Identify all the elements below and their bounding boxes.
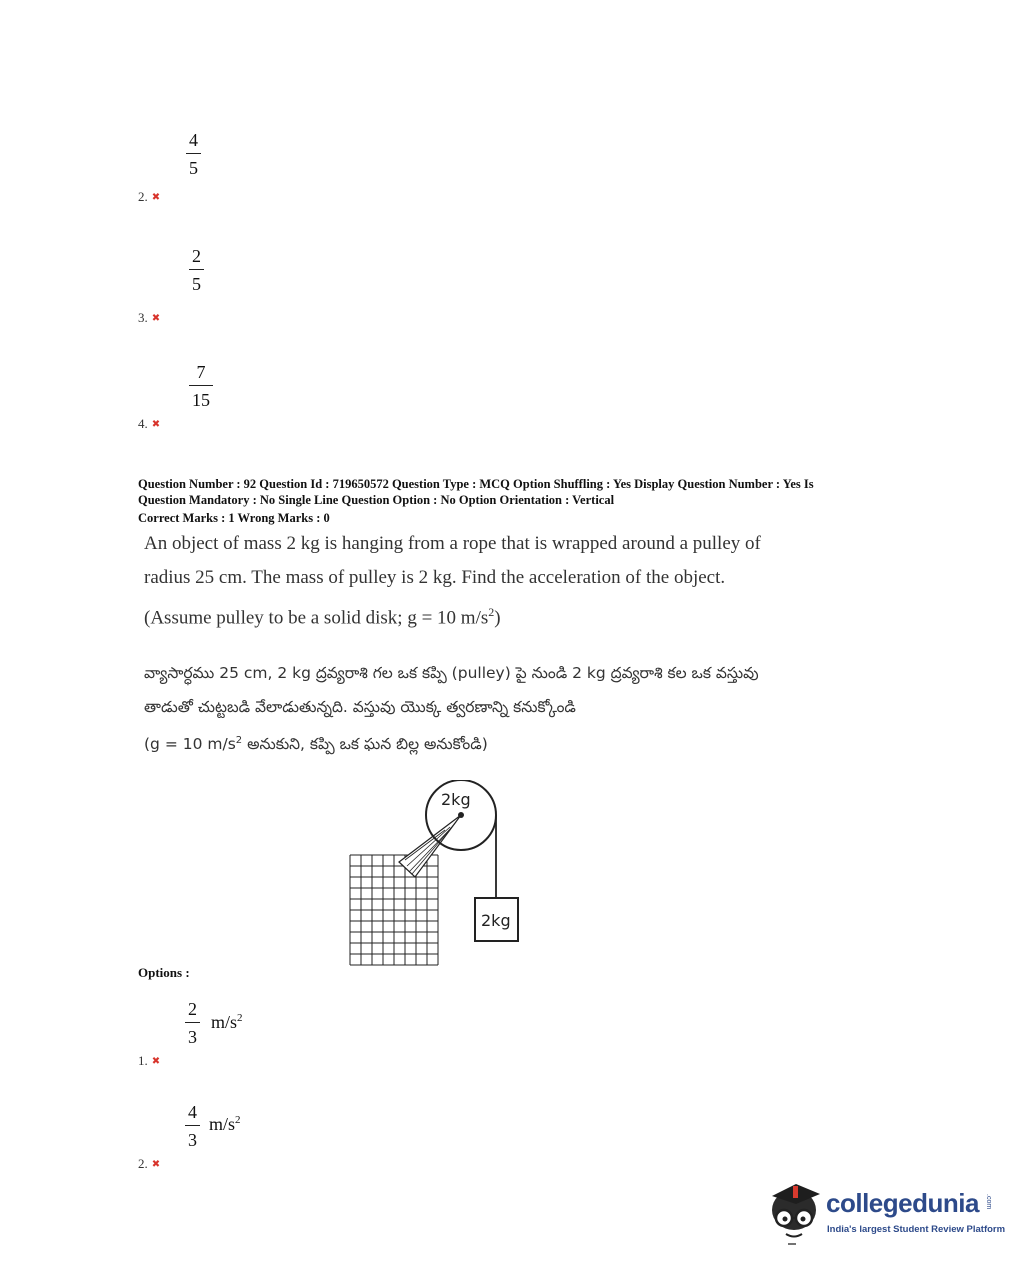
fraction-denominator: 5 <box>192 274 201 294</box>
fraction-bar <box>189 269 204 270</box>
fraction-denominator: 15 <box>192 390 210 410</box>
prev-option-3-fraction <box>189 246 204 294</box>
cross-icon: ✖ <box>151 312 161 324</box>
question-meta-line-2: Question Mandatory : No Single Line Question Option : No Option Orientation : Vertical <box>138 493 615 507</box>
prev-option-3-label[interactable]: 3. ✖ <box>138 310 161 325</box>
question-en-line-3: (Assume pulley to be a solid disk; g = 10 $m/s^2$) <box>144 605 501 629</box>
fraction-denominator: 5 <box>189 158 198 178</box>
fraction-denominator: 3 <box>188 1027 197 1047</box>
option-1-unit: $m/s^2$ <box>211 1012 243 1032</box>
fraction-numerator: 4 <box>189 130 198 150</box>
prev-option-4-label[interactable]: 4. ✖ <box>138 416 161 431</box>
cross-icon: ✖ <box>151 191 161 203</box>
option-2-fraction <box>185 1102 200 1150</box>
question-en-line-2: radius 25 cm. The mass of pulley is 2 kg. Find the acceleration of the object. <box>144 567 726 588</box>
logo-suffix: .com <box>985 1194 992 1210</box>
fraction-denominator: 3 <box>188 1130 197 1150</box>
pulley-mass-label: 2kg <box>441 790 471 809</box>
question-te-line-2: తాడుతో చుట్టబడి వేలాడుతున్నది. వస్తువు యొక్క త్వరణాన్ని కనుక్కోండి <box>144 698 576 716</box>
prev-option-2-label[interactable]: 2. ✖ <box>138 189 161 204</box>
question-te-line-1: వ్యాసార్ధము 25 cm, 2 kg ద్రవ్యరాశి గల ఒక కప్పి (pulley) పై నుండి 2 kg ద్రవ్యరాశి కల ఒక వస్తువు <box>144 664 759 682</box>
fraction-bar <box>185 1022 200 1023</box>
option-2-unit: $m/s^2$ <box>209 1114 241 1134</box>
prev-option-4-fraction <box>189 362 213 410</box>
logo-tagline: India's largest Student Review Platform <box>827 1224 1006 1235</box>
fraction-numerator: 2 <box>188 999 197 1019</box>
option-1-label[interactable]: 1. ✖ <box>138 1053 161 1068</box>
cross-icon: ✖ <box>151 1055 161 1067</box>
fraction-numerator: 7 <box>196 362 206 382</box>
block-mass-label: 2kg <box>481 911 511 930</box>
pulley-support <box>399 815 461 877</box>
prev-option-2-fraction <box>186 130 201 178</box>
pulley-diagram <box>345 780 535 970</box>
question-meta <box>138 476 898 526</box>
fraction-numerator: 2 <box>192 246 201 266</box>
options-heading: Options : <box>138 965 190 980</box>
fraction-bar <box>185 1125 200 1126</box>
logo-name: collegedunia <box>826 1188 979 1218</box>
question-meta-line-1: Question Number : 92 Question Id : 719650572 Question Type : MCQ Option Shuffling : Yes Display Question Number : Yes Is <box>138 477 814 491</box>
collegedunia-logo[interactable] <box>766 1176 1006 1248</box>
fraction-bar <box>186 153 201 154</box>
question-te-line-3: (g = 10 $m/s^2$ అనుకుని, కప్పి ఒక ఘన బిల్ల అనుకోండి) <box>144 735 488 754</box>
wall-grid <box>350 855 438 965</box>
fraction-bar <box>189 385 213 386</box>
question-en-line-1: An object of mass 2 kg is hanging from a rope that is wrapped around a pulley of <box>144 533 761 554</box>
student-mascot-icon <box>766 1176 824 1246</box>
option-2-label[interactable]: 2. ✖ <box>138 1156 161 1171</box>
pulley-axle <box>458 812 464 818</box>
fraction-numerator: 4 <box>188 1102 197 1122</box>
question-meta-line-3: Correct Marks : 1 Wrong Marks : 0 <box>138 511 330 525</box>
cross-icon: ✖ <box>151 1158 161 1170</box>
option-1-fraction <box>185 999 200 1047</box>
cross-icon: ✖ <box>151 418 161 430</box>
